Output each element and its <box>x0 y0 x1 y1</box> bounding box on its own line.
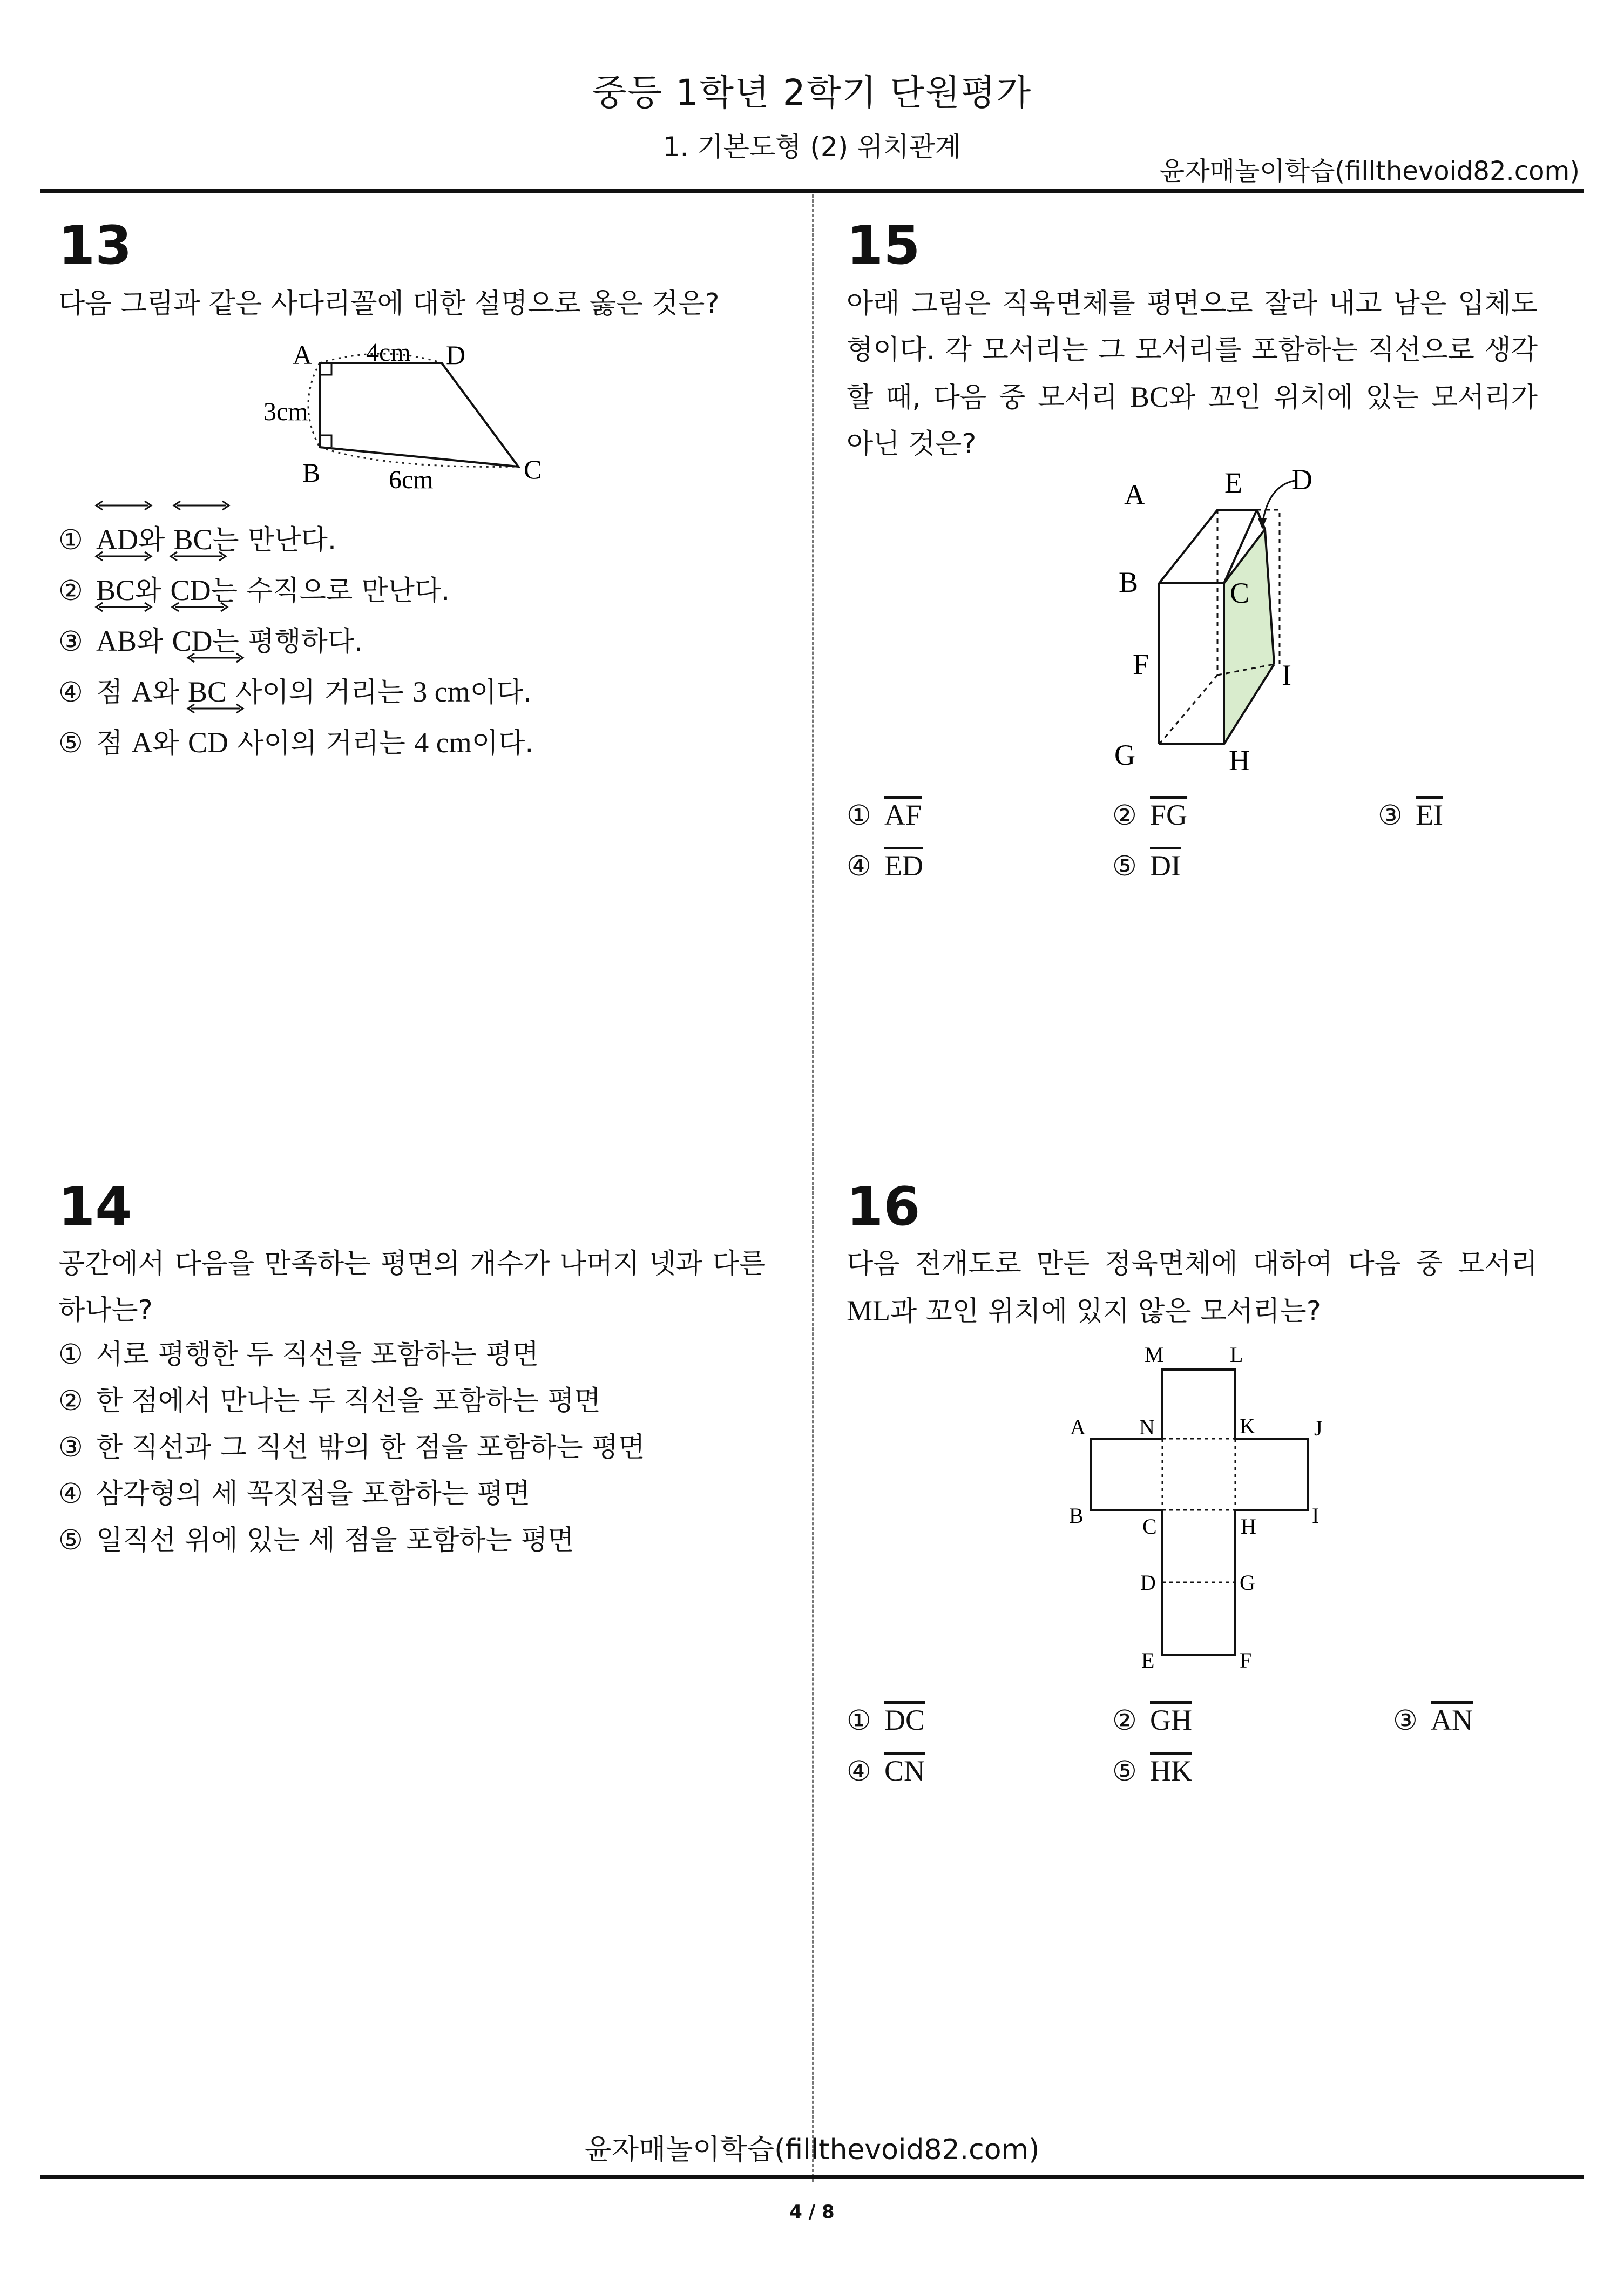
q16-label-G: G <box>1240 1570 1255 1595</box>
q16-label-C: C <box>1142 1514 1157 1539</box>
q14-option-2[interactable]: ② 한 점에서 만나는 두 직선을 포함하는 평면 <box>58 1385 601 1417</box>
page-title: 중등 1학년 2학기 단원평가 <box>592 72 1032 113</box>
q16-label-L: L <box>1230 1343 1243 1367</box>
q13-label-B: B <box>302 457 321 488</box>
q15-label-H: H <box>1229 744 1250 777</box>
q13-options <box>58 511 533 765</box>
q16-label-N: N <box>1139 1415 1155 1439</box>
q15-label-C: C <box>1230 577 1250 609</box>
q16-label-D: D <box>1140 1570 1156 1595</box>
q16-option-1[interactable]: ① $\overline{DC}$ <box>847 1704 925 1737</box>
q13-option-5[interactable]: ⑤ 점 A와 CD 사이의 거리는 4 cm이다. <box>58 714 533 765</box>
q15-option-3[interactable]: ③ $\overline{EI}$ <box>1378 799 1443 832</box>
q15-label-D: D <box>1291 464 1312 496</box>
q13-label-A: A <box>293 340 313 370</box>
q15-solid-figure <box>1053 464 1355 788</box>
q16-number: 16 <box>847 1176 921 1238</box>
q13-label-bottom: 6cm <box>389 466 434 494</box>
q16-text: 다음 전개도로 만든 정육면체에 대하여 다음 중 모서리 ML과 꼬인 위치에 있지 않은 모서리는? <box>847 1248 1538 1327</box>
q15-option-1[interactable]: ① $\overline{AF}$ <box>847 799 922 832</box>
q14-option-5[interactable]: ⑤ 일직선 위에 있는 세 점을 포함하는 평면 <box>58 1525 574 1556</box>
q13-text: 다음 그림과 같은 사다리꼴에 대한 설명으로 옳은 것은? <box>58 288 720 320</box>
page-subtitle: 1. 기본도형 (2) 위치관계 <box>662 131 962 163</box>
q16-option-3[interactable]: ③ $\overline{AN}$ <box>1393 1704 1473 1737</box>
q14-option-4[interactable]: ④ 삼각형의 세 꼭짓점을 포함하는 평면 <box>58 1478 530 1510</box>
q15-label-G: G <box>1114 739 1135 771</box>
q14-options <box>58 1332 645 1564</box>
q16-label-E: E <box>1141 1648 1155 1673</box>
q14-number: 14 <box>58 1176 132 1238</box>
q13-label-left: 3cm <box>263 397 308 426</box>
q16-label-A: A <box>1070 1415 1086 1439</box>
footer-brand: 윤자매놀이학습(fillthevoid82.com) <box>584 2134 1040 2166</box>
q16-label-F: F <box>1240 1648 1252 1673</box>
q13-option-1[interactable]: ① AD와 BC는 만난다. <box>58 511 533 562</box>
net-outline <box>1091 1370 1308 1655</box>
q15-label-B: B <box>1119 566 1139 598</box>
q16-option-2[interactable]: ② $\overline{GH}$ <box>1112 1704 1192 1737</box>
q13-number: 13 <box>58 215 132 277</box>
q16-label-M: M <box>1145 1343 1164 1367</box>
q15-label-F: F <box>1133 648 1149 680</box>
q16-label-I: I <box>1312 1503 1320 1528</box>
q15-text: 아래 그림은 직육면체를 평면으로 잘라 내고 남은 입체도형이다. 각 모서리는 그 모서리를 포함하는 직선으로 생각할 때, 다음 중 모서리 BC와 꼬인 위치에 있는 모서리가 아닌 것은? <box>847 288 1538 460</box>
trapezoid-shape <box>320 363 518 467</box>
q15-label-E: E <box>1224 467 1242 499</box>
q16-label-K: K <box>1240 1414 1255 1438</box>
q15-label-I: I <box>1282 659 1291 691</box>
header-rule <box>40 189 1584 193</box>
q16-label-J: J <box>1314 1416 1323 1440</box>
q16-option-5[interactable]: ⑤ $\overline{HK}$ <box>1112 1755 1192 1788</box>
q13-label-top: 4cm <box>366 338 411 367</box>
column-divider <box>812 194 814 2182</box>
q13-option-3[interactable]: ③ AB와 CD는 평행하다. <box>58 612 533 663</box>
footer-rule <box>40 2175 1584 2179</box>
header-brand: 윤자매놀이학습(fillthevoid82.com) <box>1159 156 1580 186</box>
q15-number: 15 <box>847 215 921 277</box>
q13-label-D: D <box>446 340 466 370</box>
q16-cube-net-figure <box>1058 1337 1339 1683</box>
q13-option-2[interactable]: ② BC와 CD는 수직으로 만난다. <box>58 562 533 612</box>
q15-option-2[interactable]: ② $\overline{FG}$ <box>1112 799 1188 832</box>
q13-trapezoid-figure <box>254 334 556 496</box>
q16-option-4[interactable]: ④ $\overline{CN}$ <box>847 1755 925 1788</box>
q16-label-B: B <box>1069 1503 1084 1528</box>
q16-label-H: H <box>1241 1514 1256 1539</box>
q14-text: 공간에서 다음을 만족하는 평면의 개수가 나머지 넷과 다른 하나는? <box>58 1248 766 1326</box>
q14-option-1[interactable]: ① 서로 평행한 두 직선을 포함하는 평면 <box>58 1339 539 1371</box>
q15-option-4[interactable]: ④ $\overline{ED}$ <box>847 849 923 882</box>
page-number: 4 / 8 <box>789 2201 835 2223</box>
q14-option-3[interactable]: ③ 한 직선과 그 직선 밖의 한 점을 포함하는 평면 <box>58 1432 645 1464</box>
q15-label-A: A <box>1124 478 1145 511</box>
q13-label-C: C <box>524 454 542 484</box>
q13-option-4[interactable]: ④ 점 A와 BC 사이의 거리는 3 cm이다. <box>58 663 533 714</box>
q15-option-5[interactable]: ⑤ $\overline{DI}$ <box>1112 849 1181 882</box>
